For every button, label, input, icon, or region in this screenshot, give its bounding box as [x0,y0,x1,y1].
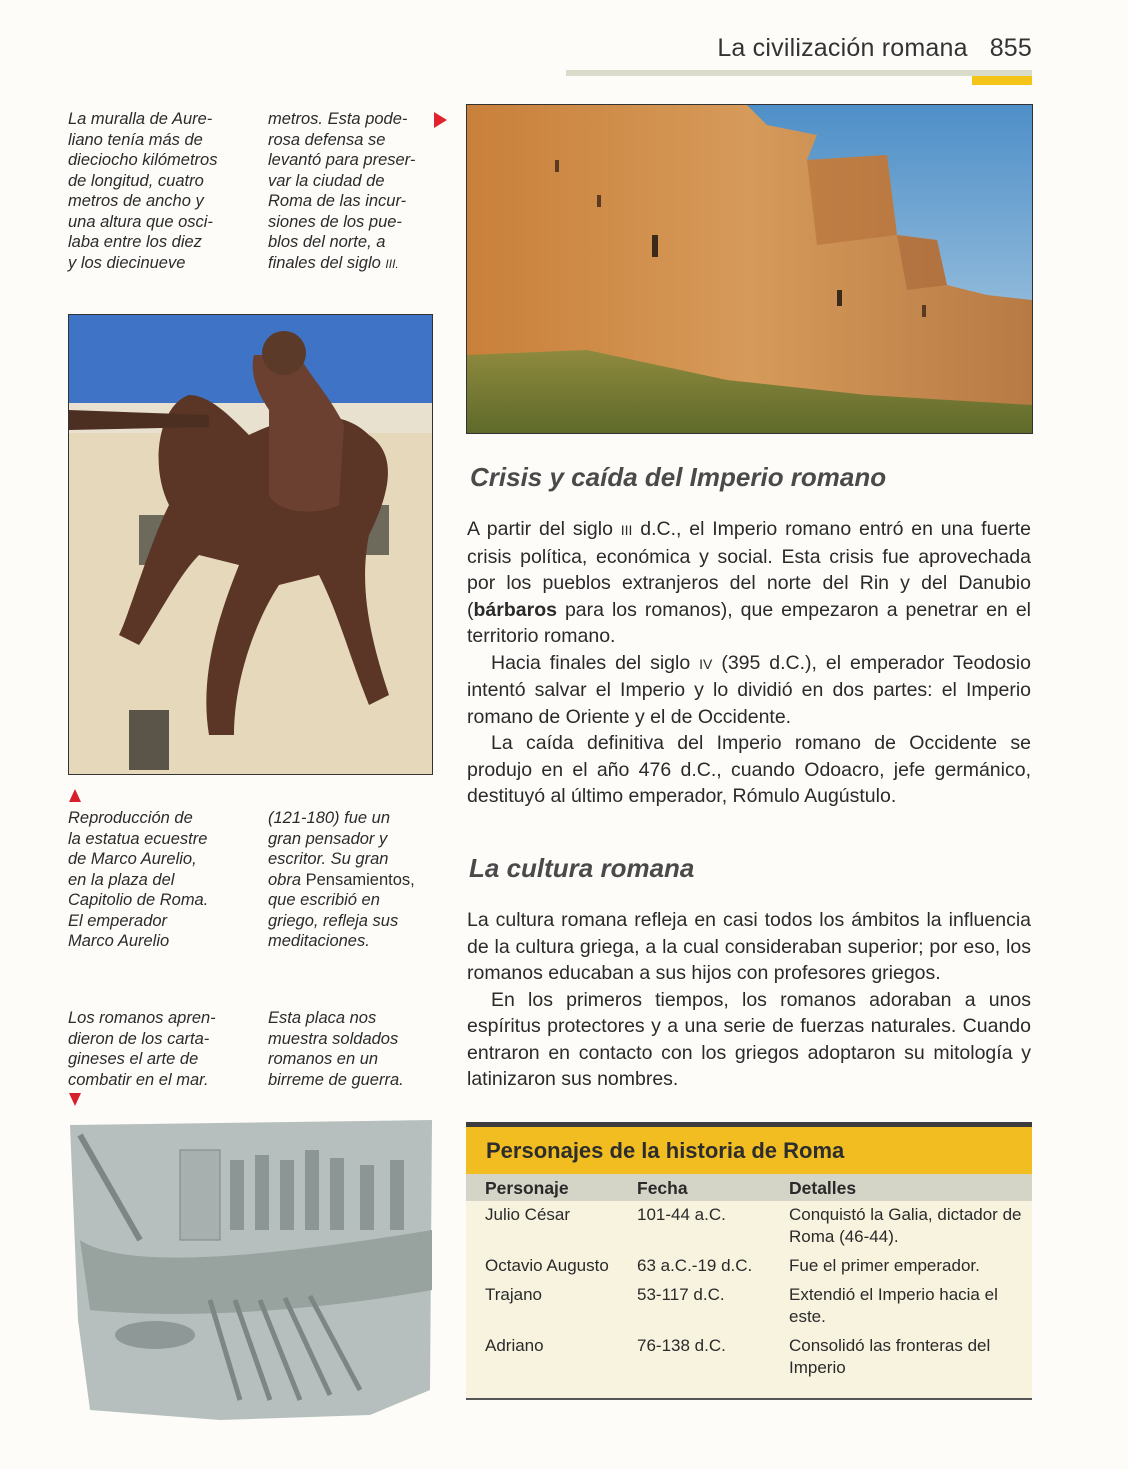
cell-personaje: Trajano [485,1285,543,1304]
culture-body [467,907,1031,1093]
culture-paragraph-1: La cultura romana refleja en casi todos los ámbitos la influencia de la cultura griega, a la cual consideraban superior; por eso, los romanos educaban a sus hijos con profesores griegos. [467,909,1031,984]
people-table [466,1174,1032,1383]
table-title: Personajes de la historia de Roma [486,1138,845,1163]
relief-illustration [70,1120,432,1420]
wall-caption-col2 [268,109,438,274]
cell-personaje: Octavio Augusto [485,1256,609,1275]
wall-illustration [467,105,1032,433]
statue-caption-col2 [268,808,438,952]
caption-lines: Los romanos apren- dieron de los carta- gineses el arte de combatir en el mar. [68,1009,216,1089]
cell-detalles: Fue el primer emperador. [789,1256,980,1275]
crisis-heading: Crisis y caída del Imperio romano [470,462,887,492]
statue-illustration [69,315,432,774]
table-row [466,1332,1032,1383]
pointer-down-icon [69,1093,81,1106]
culture-heading: La cultura romana [469,853,695,883]
statue-caption-col1 [68,808,258,952]
ship-caption-col1 [68,1008,258,1090]
crisis-paragraph-1: A partir del siglo III d.C., el Imperio romano entró en una fuerte crisis política, económica y social. Esta crisis fue aprovechada por los pueblos extranjeros del norte del Rin y del Danubio (bárbaros para los romanos), que empezaron a penetrar en el territorio romano. [467,518,1032,647]
table-header-row [466,1174,1032,1201]
chapter-title: La civilización romana [717,34,968,62]
cell-personaje: Adriano [485,1336,544,1355]
cell-detalles: Consolidó las fronteras del Imperio [789,1336,991,1377]
caption-lines: Reproducción de la estatua ecuestre de Marco Aurelio, en la plaza del Capitolio de Roma. El emperador Marco Aurelio [68,809,209,950]
culture-paragraph-2: En los primeros tiempos, los romanos adoraban a unos espíritus protectores y a una serie de fuerzas naturales. Cuando entraron en contacto con los griegos adoptaron su mitología y latinizaron sus nombres. [467,988,1031,1090]
table-row [466,1281,1032,1332]
caption-lines: Esta placa nos muestra soldados romanos en un birreme de guerra. [268,1009,404,1089]
people-table-box [466,1122,1032,1400]
cell-personaje: Julio César [485,1205,571,1224]
caption-lines: metros. Esta pode- rosa defensa se levantó para preser- var la ciudad de Roma de las incur- siones de los pue- blos del norte, a finales del siglo III. [268,110,416,272]
table-row [466,1201,1032,1252]
header-rule [566,70,1032,76]
bireme-relief-photo [70,1120,432,1420]
wall-caption-col1 [68,109,258,273]
header-personaje: Personaje [466,1174,637,1201]
pointer-right-icon [434,112,447,128]
aurelian-wall-photo [466,104,1033,434]
header-fecha: Fecha [637,1174,789,1201]
cell-detalles: Extendió el Imperio hacia el este. [789,1285,998,1326]
cell-fecha: 76-138 d.C. [637,1336,726,1355]
marcus-aurelius-statue-photo [68,314,433,775]
crisis-body [467,516,1031,810]
header-accent-tab [972,76,1032,85]
caption-lines: (121-180) fue un gran pensador y escritor. Su gran obra Pensamientos, que escribió en griego, refleja sus meditaciones. [268,809,415,950]
header-detalles: Detalles [789,1174,1032,1201]
cell-fecha: 63 a.C.-19 d.C. [637,1256,753,1275]
table-row [466,1252,1032,1281]
cell-fecha: 53-117 d.C. [637,1285,725,1304]
table-title-band [466,1127,1032,1174]
cell-detalles: Conquistó la Galia, dictador de Roma (46-44). [789,1205,1022,1246]
caption-lines: La muralla de Aure- liano tenía más de dieciocho kilómetros de longitud, cuatro metros de ancho y una altura que osci- laba entre los diez y los diecinueve [68,110,218,272]
crisis-paragraph-2: Hacia finales del siglo IV (395 d.C.), el emperador Teodosio intentó salvar el Imperio y lo dividió en dos partes: el Imperio romano de Oriente y el de Occidente. [467,651,1031,728]
crisis-paragraph-3: La caída definitiva del Imperio romano de Occidente se produjo en el año 476 d.C., cuando Odoacro, jefe germánico, destituyó al último emperador, Rómulo Augústulo. [467,732,1031,807]
running-head [600,34,1032,63]
ship-caption-col2 [268,1008,438,1090]
cell-fecha: 101-44 a.C. [637,1205,726,1224]
page-number: 855 [989,34,1032,62]
pointer-up-icon [69,789,81,802]
